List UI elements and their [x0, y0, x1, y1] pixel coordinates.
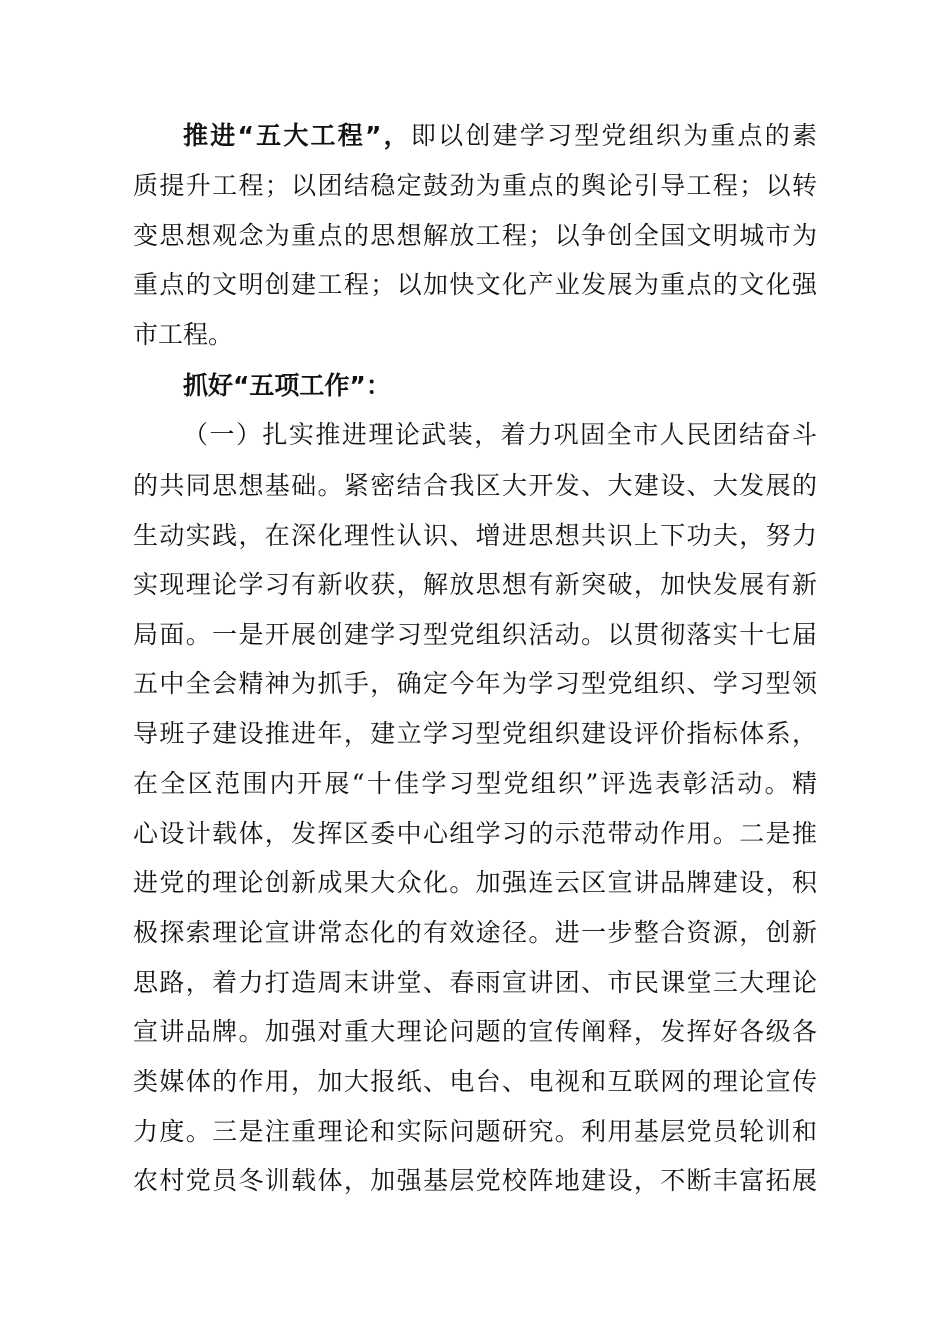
paragraph-1-lead-bold: 推进“五大工程”，: [183, 121, 411, 150]
paragraph-3-line-14: 类媒体的作用，加大报纸、电台、电视和互联网的理论宣传: [133, 1067, 817, 1096]
paragraph-3-line-1: （一）扎实推进理论武装，着力巩固全市人民团结奋斗: [183, 420, 817, 449]
paragraph-3-line-10: 进党的理论创新成果大众化。加强连云区宣讲品牌建设，积: [133, 868, 817, 897]
paragraph-1-line-4: 重点的文明创建工程；以加快文化产业发展为重点的文化强: [133, 270, 817, 299]
paragraph-3-line-6: 五中全会精神为抓手，确定今年为学习型党组织、学习型领: [133, 669, 817, 698]
paragraph-1-line-2: 质提升工程；以团结稳定鼓劲为重点的舆论引导工程；以转: [133, 171, 817, 200]
paragraph-3-line-11: 极探索理论宣讲常态化的有效途径。进一步整合资源，创新: [133, 918, 817, 947]
paragraph-3-line-3: 生动实践，在深化理性认识、增进思想共识上下功夫，努力: [133, 521, 817, 550]
section-heading: 抓好“五项工作”：: [183, 371, 391, 400]
paragraph-1-line-5: 市工程。: [133, 320, 234, 349]
paragraph-1-line-1: [183, 116, 817, 156]
paragraph-3-line-4: 实现理论学习有新收获，解放思想有新突破，加快发展有新: [133, 570, 817, 599]
paragraph-3-line-5: 局面。一是开展创建学习型党组织活动。以贯彻落实十七届: [133, 620, 817, 649]
paragraph-3-line-15: 力度。三是注重理论和实际问题研究。利用基层党员轮训和: [133, 1117, 817, 1146]
paragraph-1-line-3: 变思想观念为重点的思想解放工程；以争创全国文明城市为: [133, 221, 817, 250]
paragraph-3-line-7: 导班子建设推进年，建立学习型党组织建设评价指标体系，: [133, 719, 817, 748]
paragraph-1-line-1-text: 即以创建学习型党组织为重点的素: [410, 121, 817, 150]
paragraph-3-line-9: 心设计载体，发挥区委中心组学习的示范带动作用。二是推: [133, 819, 817, 848]
paragraph-3-line-16: 农村党员冬训载体，加强基层党校阵地建设，不断丰富拓展: [133, 1166, 817, 1195]
paragraph-3-line-13: 宣讲品牌。加强对重大理论问题的宣传阐释，发挥好各级各: [133, 1017, 817, 1046]
paragraph-3-line-2: 的共同思想基础。紧密结合我区大开发、大建设、大发展的: [133, 471, 817, 500]
paragraph-3-line-12: 思路，着力打造周末讲堂、春雨宣讲团、市民课堂三大理论: [133, 968, 817, 997]
paragraph-3-line-8: 在全区范围内开展“十佳学习型党组织”评选表彰活动。精: [133, 769, 817, 798]
